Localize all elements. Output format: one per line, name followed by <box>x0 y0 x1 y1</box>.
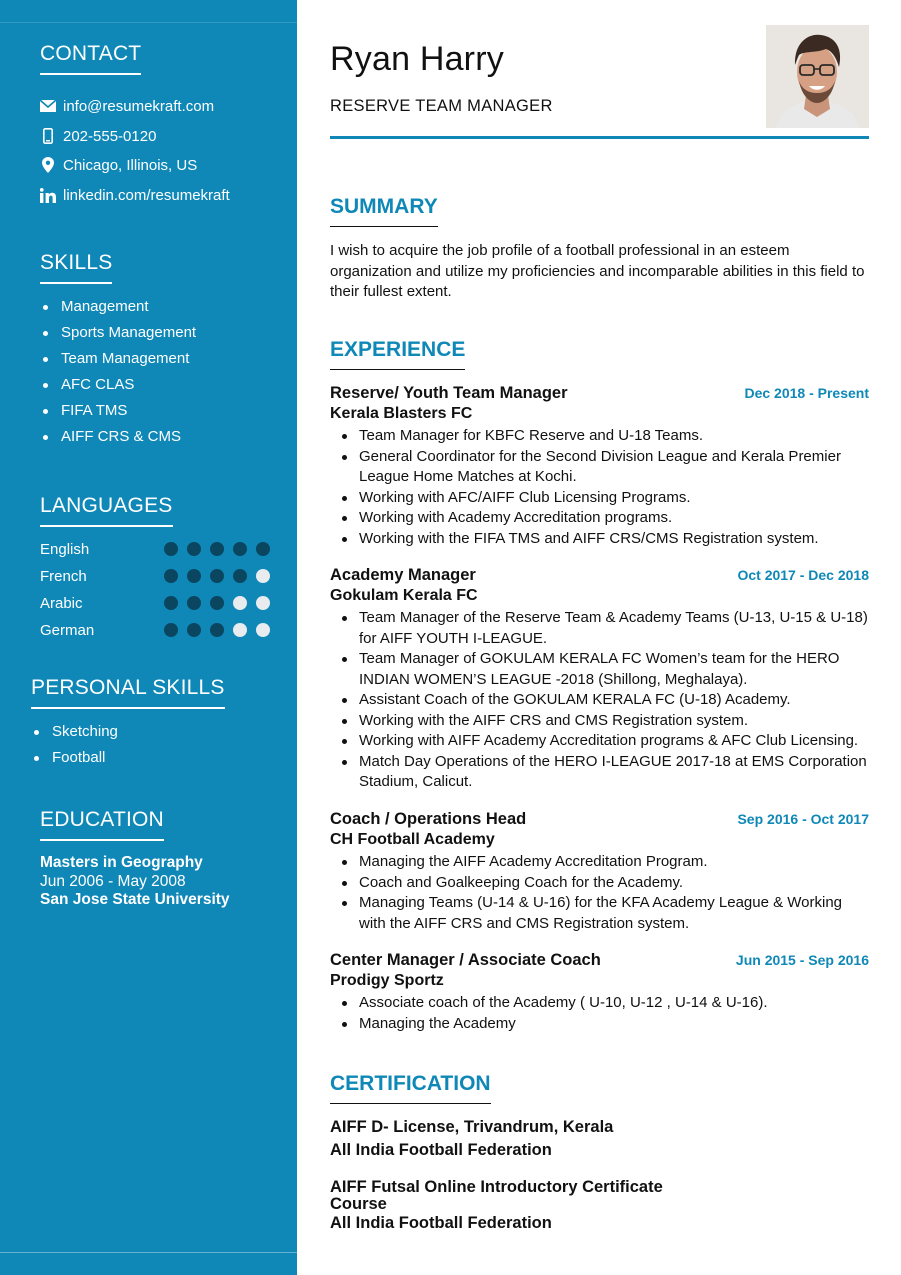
profile-photo <box>766 25 869 128</box>
skill-item: FIFA TMS <box>40 402 196 428</box>
summary-heading: SUMMARY <box>330 195 438 227</box>
job-bullet: Team Manager for KBFC Reserve and U-18 Teams. <box>330 426 869 447</box>
level-dot-filled <box>187 596 201 610</box>
contact-phone[interactable] <box>40 126 156 146</box>
job-bullet: Managing the Academy <box>330 1014 869 1035</box>
skills-list <box>40 298 196 454</box>
contact-location <box>40 155 197 175</box>
level-dot-empty <box>256 569 270 583</box>
job-company: Gokulam Kerala FC <box>330 587 478 604</box>
language-level-dots <box>164 542 270 556</box>
level-dot-empty <box>256 596 270 610</box>
level-dot-filled <box>233 542 247 556</box>
envelope-icon <box>40 98 56 114</box>
skill-item: Sports Management <box>40 324 196 350</box>
level-dot-filled <box>164 596 178 610</box>
contact-location-text: Chicago, Illinois, US <box>63 156 198 174</box>
job-bullet: Working with Academy Accreditation programs. <box>330 508 869 529</box>
level-dot-filled <box>164 623 178 637</box>
certification-entry <box>330 1179 690 1233</box>
job-entry <box>330 384 869 549</box>
job-bullet: Coach and Goalkeeping Coach for the Academy. <box>330 873 869 894</box>
education-heading: EDUCATION <box>40 808 164 841</box>
language-row <box>40 593 270 613</box>
level-dot-filled <box>187 623 201 637</box>
job-bullet: General Coordinator for the Second Division League and Kerala Premier League Home Matches at Kochi. <box>330 447 869 488</box>
job-dates: Sep 2016 - Oct 2017 <box>737 811 869 827</box>
language-name: German <box>40 621 95 639</box>
language-name: French <box>40 567 87 585</box>
job-entry <box>330 810 869 934</box>
certification-org: All India Football Federation <box>330 1214 552 1232</box>
job-bullet: Managing the AIFF Academy Accreditation Program. <box>330 852 869 873</box>
candidate-role: RESERVE TEAM MANAGER <box>330 97 553 115</box>
job-bullet: Assistant Coach of the GOKULAM KERALA FC (U-18) Academy. <box>330 690 869 711</box>
job-dates: Jun 2015 - Sep 2016 <box>735 952 869 968</box>
job-bullets <box>330 426 869 549</box>
job-company: Prodigy Sportz <box>330 972 444 989</box>
job-bullets <box>330 608 869 793</box>
education-dates: Jun 2006 - May 2008 <box>40 872 186 890</box>
level-dot-filled <box>164 542 178 556</box>
language-row <box>40 566 270 586</box>
level-dot-filled <box>187 569 201 583</box>
job-bullet: Working with the FIFA TMS and AIFF CRS/CMS Registration system. <box>330 529 869 550</box>
job-bullet: Working with the AIFF CRS and CMS Registration system. <box>330 711 869 732</box>
job-title: Reserve/ Youth Team Manager <box>330 384 568 402</box>
language-row <box>40 620 270 640</box>
level-dot-filled <box>210 569 224 583</box>
job-bullet: Associate coach of the Academy ( U-10, U-12 , U-14 & U-16). <box>330 993 869 1014</box>
level-dot-filled <box>210 596 224 610</box>
level-dot-filled <box>210 623 224 637</box>
contact-phone-text: 202-555-0120 <box>63 127 157 145</box>
skill-item: AIFF CRS & CMS <box>40 428 196 454</box>
header-divider <box>330 136 869 139</box>
personal-skills-heading: PERSONAL SKILLS <box>31 676 225 709</box>
sidebar <box>0 0 297 1275</box>
job-entry <box>330 566 869 793</box>
level-dot-filled <box>233 569 247 583</box>
job-bullet: Team Manager of GOKULAM KERALA FC Women’s team for the HERO INDIAN WOMEN’S LEAGUE -2018 (Shillong, Meghalaya). <box>330 649 869 690</box>
level-dot-filled <box>164 569 178 583</box>
education-school: San Jose State University <box>40 891 230 908</box>
level-dot-empty <box>256 623 270 637</box>
job-bullet: Match Day Operations of the HERO I-LEAGUE 2017-18 at EMS Corporation Stadium, Calicut. <box>330 752 869 793</box>
certification-entry <box>330 1119 690 1160</box>
job-title: Center Manager / Associate Coach <box>330 951 601 969</box>
contact-email[interactable] <box>40 96 214 116</box>
job-bullet: Team Manager of the Reserve Team & Academy Teams (U-13, U-15 & U-18) for AIFF YOUTH I-LEAGUE. <box>330 608 869 649</box>
language-level-dots <box>164 623 270 637</box>
language-row <box>40 539 270 559</box>
job-bullet: Working with AFC/AIFF Club Licensing Programs. <box>330 488 869 509</box>
sidebar-bottom-divider <box>0 1252 297 1253</box>
job-entry <box>330 951 869 1034</box>
job-dates: Dec 2018 - Present <box>744 385 869 401</box>
job-company: Kerala Blasters FC <box>330 405 473 422</box>
skill-item: Team Management <box>40 350 196 376</box>
summary-text: I wish to acquire the job profile of a football professional in an esteem organization and utilize my proficiencies and incomparable abilities in this field to their fullest extent. <box>330 242 865 300</box>
job-company: CH Football Academy <box>330 831 495 848</box>
skill-item: AFC CLAS <box>40 376 196 402</box>
certification-title: AIFF D- License, Trivandrum, Kerala <box>330 1118 614 1136</box>
contact-email-text: info@resumekraft.com <box>63 97 215 115</box>
job-bullets <box>330 852 869 934</box>
certification-heading: CERTIFICATION <box>330 1072 491 1104</box>
language-level-dots <box>164 596 270 610</box>
job-bullet: Managing Teams (U-14 & U-16) for the KFA Academy League & Working with the AIFF CRS and CMS Registration system. <box>330 893 869 934</box>
contact-linkedin-text: linkedin.com/resumekraft <box>63 186 230 204</box>
language-name: English <box>40 540 90 558</box>
mobile-phone-icon <box>40 128 56 144</box>
level-dot-empty <box>233 623 247 637</box>
level-dot-filled <box>187 542 201 556</box>
personal-skill-item: Sketching <box>31 723 118 749</box>
personal-skills-list <box>31 723 118 775</box>
skills-heading: SKILLS <box>40 251 112 284</box>
level-dot-filled <box>256 542 270 556</box>
job-dates: Oct 2017 - Dec 2018 <box>737 567 869 583</box>
skill-item: Management <box>40 298 196 324</box>
education-entry <box>40 854 230 910</box>
sidebar-top-divider <box>0 22 297 23</box>
languages-heading: LANGUAGES <box>40 494 173 527</box>
job-bullets <box>330 993 869 1034</box>
job-title: Academy Manager <box>330 566 476 584</box>
level-dot-empty <box>233 596 247 610</box>
certification-title: AIFF Futsal Online Introductory Certificate Course <box>330 1178 663 1213</box>
contact-heading: CONTACT <box>40 42 141 75</box>
experience-heading: EXPERIENCE <box>330 338 465 370</box>
certification-org: All India Football Federation <box>330 1141 552 1159</box>
map-pin-icon <box>40 157 56 173</box>
education-degree: Masters in Geography <box>40 854 203 871</box>
language-name: Arabic <box>40 594 83 612</box>
job-bullet: Working with AIFF Academy Accreditation programs & AFC Club Licensing. <box>330 731 869 752</box>
contact-linkedin[interactable] <box>40 185 230 205</box>
level-dot-filled <box>210 542 224 556</box>
job-title: Coach / Operations Head <box>330 810 527 828</box>
linkedin-icon <box>40 187 56 203</box>
candidate-name: Ryan Harry <box>330 40 504 78</box>
personal-skill-item: Football <box>31 749 118 775</box>
language-level-dots <box>164 569 270 583</box>
